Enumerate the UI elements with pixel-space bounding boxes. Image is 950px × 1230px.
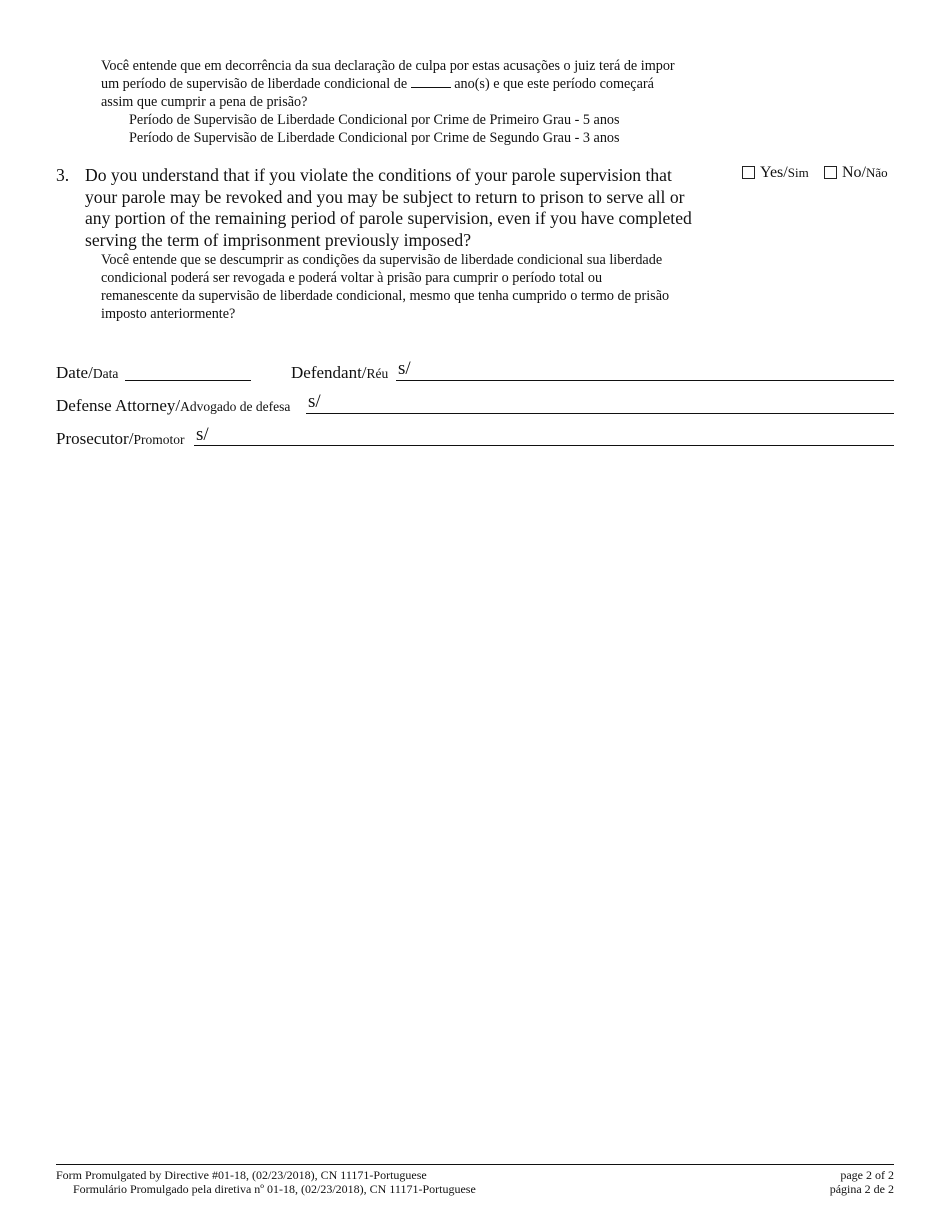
no-checkbox[interactable] (824, 166, 837, 179)
prev-question-pt-option2: Período de Supervisão de Liberdade Condicional por Crime de Segundo Grau - 3 anos (129, 130, 620, 146)
question3-en-line3: any portion of the remaining period of parole supervision, even if you have completed (85, 208, 692, 228)
no-label-pt: Não (866, 165, 888, 180)
years-blank (411, 75, 451, 88)
attorney-label-en: Defense Attorney/ (56, 396, 181, 415)
footer-form-en: Form Promulgated by Directive #01-18, (02/23/2018), CN 11171-Portuguese (56, 1168, 427, 1182)
question3-pt-line3: remanescente da supervisão de liberdade condicional, mesmo que tenha cumprido o termo de prisão (101, 288, 670, 304)
question3-pt-line2: condicional poderá ser revogada e poderá voltar à prisão para cumprir o período total ou (101, 270, 603, 286)
question3-en-line4: serving the term of imprisonment previously imposed? (85, 229, 472, 250)
yes-option[interactable] (742, 164, 809, 182)
attorney-label (56, 396, 290, 416)
no-label: No/ (842, 164, 866, 181)
question3-en-line2: your parole may be revoked and you may be subject to return to prison to serve all or (85, 186, 685, 207)
footer-page-en: page 2 of 2 (840, 1168, 894, 1182)
footer-rule (56, 1164, 894, 1165)
prev-question-pt-line2 (101, 75, 654, 93)
question3-en-line1: Do you understand that if you violate the conditions of your parole supervision that (85, 165, 672, 185)
prev-question-pt-line2a: um período de supervisão de liberdade condicional de (101, 76, 408, 92)
prosecutor-label (56, 429, 184, 449)
date-label-pt: Data (92, 366, 119, 381)
prev-question-pt-line2b: ano(s) e que este período começará (454, 76, 654, 92)
date-label (56, 363, 118, 383)
prev-question-pt-line3: assim que cumprir a pena de prisão? (101, 94, 308, 110)
prev-question-pt-line1: Você entende que em decorrência da sua declaração de culpa por estas acusações o juiz terá de impor (101, 58, 675, 74)
question-number: 3. (56, 165, 70, 185)
attorney-label-pt: Advogado de defesa (180, 399, 291, 414)
footer-page-pt: página 2 de 2 (829, 1182, 894, 1196)
date-label-en: Date/ (56, 363, 93, 382)
defendant-label-en: Defendant/ (291, 363, 367, 382)
yes-checkbox[interactable] (742, 166, 755, 179)
attorney-signature: s/ (308, 391, 321, 412)
defendant-label-pt: Réu (366, 366, 389, 381)
attorney-signature-field[interactable] (306, 413, 894, 414)
no-option[interactable] (824, 164, 888, 182)
prosecutor-signature: s/ (196, 424, 209, 445)
prosecutor-label-pt: Promotor (133, 432, 185, 447)
prev-question-pt-option1: Período de Supervisão de Liberdade Condicional por Crime de Primeiro Grau - 5 anos (129, 112, 620, 128)
date-field[interactable] (125, 380, 251, 381)
prosecutor-label-en: Prosecutor/ (56, 429, 134, 448)
defendant-label (291, 363, 388, 383)
yes-label: Yes/ (760, 164, 788, 181)
question3-pt-line1: Você entende que se descumprir as condições da supervisão de liberdade condicional sua liberdade (101, 252, 663, 268)
defendant-signature-field[interactable] (396, 380, 894, 381)
footer-form-pt: Formulário Promulgado pela diretiva nº 01-18, (02/23/2018), CN 11171-Portuguese (73, 1182, 476, 1196)
yes-label-pt: Sim (787, 165, 809, 180)
defendant-signature: s/ (398, 358, 411, 379)
question3-pt-line4: imposto anteriormente? (101, 306, 236, 322)
prosecutor-signature-field[interactable] (194, 445, 894, 446)
